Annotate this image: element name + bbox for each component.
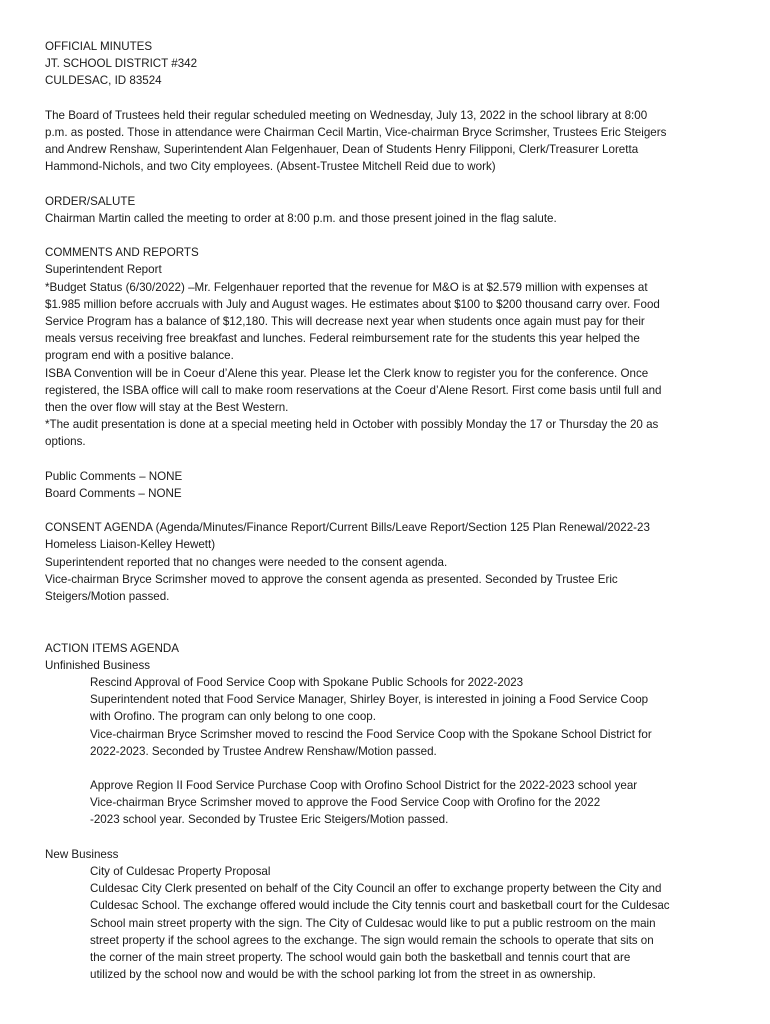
agenda-item-line: Vice-chairman Bryce Scrimsher moved to approve the Food Service Coop with Orofino for the 2022 <box>90 796 601 810</box>
agenda-item-line: Culdesac School. The exchange offered would include the City tennis court and basketball court for the Culdesac <box>90 899 670 913</box>
agenda-item-line: 2022-2023. Seconded by Trustee Andrew Renshaw/Motion passed. <box>90 744 437 758</box>
board-comments: Board Comments – NONE <box>45 486 182 500</box>
report-line: registered, the ISBA office will call to make room reservations at the Coeur d’Alene Resort. First come basis until full and <box>45 383 662 397</box>
agenda-item-line: -2023 school year. Seconded by Trustee Eric Steigers/Motion passed. <box>90 813 449 827</box>
spacer <box>45 176 745 193</box>
agenda-item-line: School main street property with the sign. The City of Culdesac would like to put a public restroom on the main <box>90 916 656 930</box>
public-comments: Public Comments – NONE <box>45 469 183 483</box>
minutes-document <box>45 38 745 983</box>
agenda-item-line: street property if the school agrees to the exchange. The sign would remain the schools to operate that sits on <box>90 933 654 947</box>
spacer <box>45 502 745 519</box>
intro-line: Hammond-Nichols, and two City employees. (Absent-Trustee Mitchell Reid due to work) <box>45 160 496 174</box>
new-business-heading: New Business <box>45 847 119 861</box>
agenda-item-line: Vice-chairman Bryce Scrimsher moved to rescind the Food Service Coop with the Spokane School District for <box>90 727 652 741</box>
intro-line: The Board of Trustees held their regular scheduled meeting on Wednesday, July 13, 2022 in the school library at 8:00 <box>45 108 648 122</box>
spacer <box>45 622 745 639</box>
report-line: *The audit presentation is done at a special meeting held in October with possibly Monday the 17 or Thursday the 20 as <box>45 418 659 432</box>
agenda-item-title: Approve Region II Food Service Purchase Coop with Orofino School District for the 2022-2023 school year <box>90 779 638 793</box>
intro-line: p.m. as posted. Those in attendance were Chairman Cecil Martin, Vice-chairman Bryce Scrimsher, Trustees Eric Steigers <box>45 125 667 139</box>
order-text: Chairman Martin called the meeting to order at 8:00 p.m. and those present joined in the flag salute. <box>45 211 557 225</box>
report-line: ISBA Convention will be in Coeur d’Alene this year. Please let the Clerk know to register you for the conference. Once <box>45 366 649 380</box>
spacer <box>45 829 745 846</box>
consent-agenda-heading: CONSENT AGENDA (Agenda/Minutes/Finance Report/Current Bills/Leave Report/Section 125 Plan Renewal/2022-23 <box>45 521 650 535</box>
consent-line: Vice-chairman Bryce Scrimsher moved to approve the consent agenda as presented. Seconded by Trustee Eric <box>45 572 618 586</box>
consent-line: Superintendent reported that no changes were needed to the consent agenda. <box>45 555 448 569</box>
spacer <box>45 90 745 107</box>
spacer <box>45 760 745 777</box>
report-line: program end with a positive balance. <box>45 349 234 363</box>
report-line: *Budget Status (6/30/2022) –Mr. Felgenhauer reported that the revenue for M&O is at $2.579 million with expenses at <box>45 280 648 294</box>
spacer <box>45 605 745 622</box>
agenda-item-line: utilized by the school now and would be with the school parking lot from the street in as ownership. <box>90 968 596 982</box>
agenda-item-line: Superintendent noted that Food Service Manager, Shirley Boyer, is interested in joining a Food Service Coop <box>90 693 649 707</box>
intro-line: and Andrew Renshaw, Superintendent Alan Felgenhauer, Dean of Students Henry Filipponi, Clerk/Treasurer Loretta <box>45 143 639 157</box>
action-items-heading: ACTION ITEMS AGENDA <box>45 641 179 655</box>
consent-line: Homeless Liaison-Kelley Hewett) <box>45 538 216 552</box>
agenda-item-title: Rescind Approval of Food Service Coop with Spokane Public Schools for 2022-2023 <box>90 675 524 689</box>
district-address: CULDESAC, ID 83524 <box>45 74 162 88</box>
report-line: meals versus receiving free breakfast and lunches. Federal reimbursement rate for the students this year helped the <box>45 332 640 346</box>
report-line: $1.985 million before accruals with July and August wages. He estimates about $100 to $200 thousand carry over. Food <box>45 297 660 311</box>
agenda-item-line: Culdesac City Clerk presented on behalf of the City Council an offer to exchange property between the City and <box>90 882 662 896</box>
agenda-item-line: the corner of the main street property. The school would gain both the basketball and tennis court that are <box>90 950 631 964</box>
agenda-item-line: with Orofino. The program can only belong to one coop. <box>90 710 376 724</box>
spacer <box>45 451 745 468</box>
report-line: then the over flow will stay at the Best Western. <box>45 400 289 414</box>
superintendent-report-heading: Superintendent Report <box>45 263 162 277</box>
district-name: JT. SCHOOL DISTRICT #342 <box>45 57 198 71</box>
unfinished-business-heading: Unfinished Business <box>45 658 151 672</box>
agenda-item-title: City of Culdesac Property Proposal <box>90 865 271 878</box>
consent-line: Steigers/Motion passed. <box>45 590 170 603</box>
spacer <box>45 227 745 244</box>
order-heading: ORDER/SALUTE <box>45 194 136 208</box>
report-line: options. <box>45 435 86 449</box>
report-line: Service Program has a balance of $12,180. This will decrease next year when students once again must pay for their <box>45 315 645 328</box>
comments-heading: COMMENTS AND REPORTS <box>45 246 199 260</box>
document-title: OFFICIAL MINUTES <box>45 40 153 53</box>
